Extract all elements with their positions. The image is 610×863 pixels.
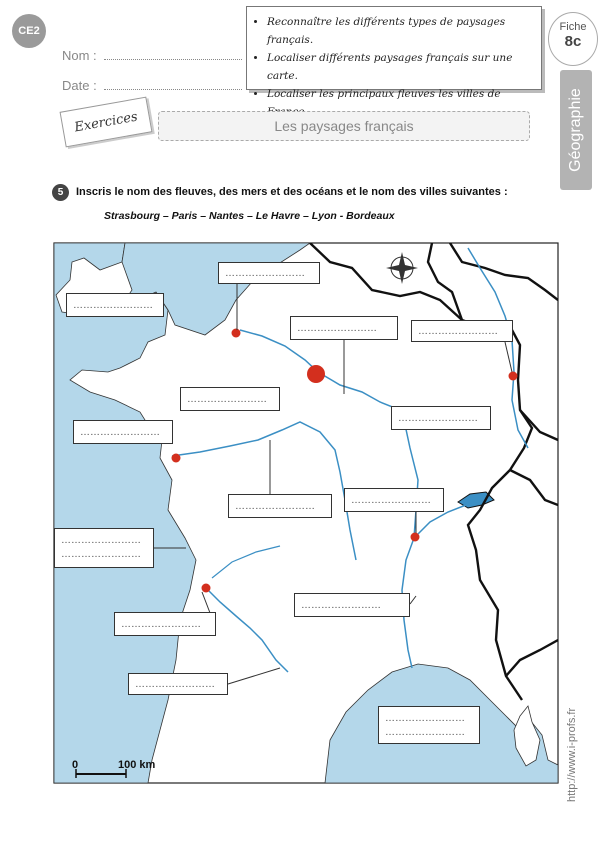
city-dot-nantes <box>172 454 181 463</box>
city-list: Strasbourg – Paris – Nantes – Le Havre – Lyon - Bordeaux <box>104 210 395 222</box>
answer-placeholder: …………………… <box>385 727 465 738</box>
answer-placeholder: …………………… <box>187 394 267 405</box>
answer-placeholder: …………………… <box>61 535 141 546</box>
answer-placeholder: …………………… <box>121 619 201 630</box>
answer-box-sea-north[interactable] <box>66 293 164 317</box>
answer-box-rhone[interactable] <box>294 593 410 617</box>
exercise-number: 5 <box>52 184 69 201</box>
answer-box-loire[interactable] <box>228 494 332 518</box>
answer-box-atlantic[interactable] <box>54 528 154 568</box>
answer-box-bordeaux[interactable] <box>114 612 216 636</box>
answer-box-lyon[interactable] <box>344 488 444 512</box>
exercises-tag: Exercices <box>60 97 153 148</box>
objective-item: • Localiser différents paysages français sur une carte. <box>267 49 541 85</box>
answer-placeholder: …………………… <box>73 300 153 311</box>
answer-placeholder: …………………… <box>80 427 160 438</box>
answer-placeholder: …………………… <box>398 413 478 424</box>
answer-box-paris[interactable] <box>180 387 280 411</box>
answer-box-le-havre[interactable] <box>218 262 320 284</box>
city-dot-paris <box>307 365 325 383</box>
city-dot-le-havre <box>232 329 241 338</box>
fiche-number: 8c <box>564 33 582 50</box>
scale-end-label: 100 km <box>118 759 156 771</box>
answer-box-seine[interactable] <box>290 316 398 340</box>
answer-placeholder: …………………… <box>301 600 381 611</box>
answer-placeholder: …………………… <box>225 268 305 279</box>
fiche-label: Fiche <box>559 21 587 33</box>
source-url[interactable]: http://www.i-profs.fr <box>566 707 578 802</box>
subject-label: Géographie <box>567 88 584 172</box>
answer-placeholder: …………………… <box>61 549 141 560</box>
answer-placeholder: …………………… <box>297 323 377 334</box>
answer-box-garonne[interactable] <box>128 673 228 695</box>
answer-placeholder: …………………… <box>385 713 465 724</box>
name-label: Nom : <box>62 48 97 63</box>
answer-placeholder: …………………… <box>351 495 431 506</box>
city-dot-lyon <box>411 533 420 542</box>
exercise-instruction: Inscris le nom des fleuves, des mers et des océans et le nom des villes suivantes : <box>76 186 508 198</box>
answer-box-mediterranean[interactable] <box>378 706 480 744</box>
answer-placeholder: …………………… <box>135 679 215 690</box>
answer-placeholder: …………………… <box>418 326 498 337</box>
city-dot-strasbourg <box>509 372 518 381</box>
cycle-badge: CE2 <box>12 14 46 48</box>
answer-box-rhine[interactable] <box>391 406 491 430</box>
date-label: Date : <box>62 78 97 93</box>
page-title: Les paysages français <box>158 111 530 141</box>
answer-box-strasbourg[interactable] <box>411 320 513 342</box>
scale-start-label: 0 <box>72 759 79 771</box>
answer-placeholder: …………………… <box>235 501 315 512</box>
city-dot-bordeaux <box>202 584 211 593</box>
objective-item: • Reconnaître les différents types de paysages français. <box>267 13 541 49</box>
answer-box-nantes[interactable] <box>73 420 173 444</box>
objective-item: • Localiser les principaux fleuves les villes de <box>267 85 541 121</box>
